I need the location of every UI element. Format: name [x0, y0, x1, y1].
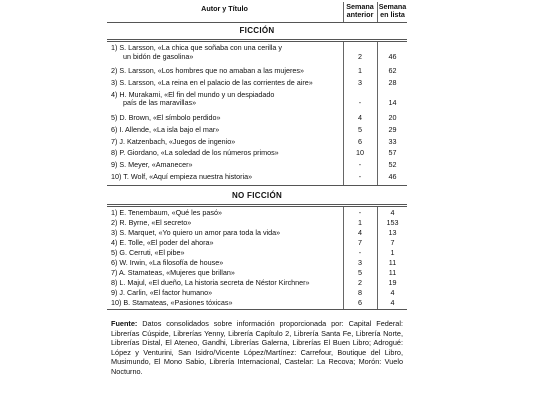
prev-week-value: -	[358, 171, 362, 181]
book-entry-line: 6) W. Irwin, «La filosofía de house»	[111, 258, 224, 267]
book-entry-line: 7) A. Stamateas, «Mujeres que brillan»	[111, 268, 235, 277]
prev-week-value: 4	[358, 228, 362, 237]
prev-week-header-line1: Semana	[346, 2, 374, 11]
weeks-value: 13	[388, 228, 397, 237]
weeks-value: 46	[388, 171, 397, 181]
book-entry	[111, 44, 343, 61]
book-entry	[111, 239, 343, 248]
divider	[107, 309, 407, 310]
prev-week-value: -	[358, 248, 362, 257]
book-entry	[111, 161, 343, 170]
book-entry-line: 8) L. Majul, «El dueño, La historia secreta de Néstor Kirchner»	[111, 278, 310, 287]
source-note	[111, 319, 403, 377]
book-entry-line: 2) S. Larsson, «Los hombres que no amaban a las mujeres»	[111, 66, 304, 76]
weeks-value: 62	[388, 66, 397, 76]
book-entry-line: 8) P. Giordano, «La soledad de los números primos»	[111, 148, 279, 158]
prev-week-value: 6	[358, 298, 362, 307]
prev-week-value: 3	[358, 258, 362, 267]
prev-week-value: 1	[358, 66, 362, 76]
book-entry	[111, 249, 343, 258]
book-entry	[111, 114, 343, 123]
prev-week-header-line2: anterior	[346, 10, 374, 19]
book-entry-line: 1) E. Tenembaum, «Qué les pasó»	[111, 208, 222, 217]
book-entry	[111, 269, 343, 278]
prev-week-value: 10	[356, 148, 364, 158]
book-entry-line: 5) D. Brown, «El símbolo perdido»	[111, 113, 221, 123]
weeks-value: 1	[390, 248, 395, 257]
prev-week-value: 5	[358, 124, 362, 134]
bestseller-table	[107, 2, 407, 402]
weeks-value: 28	[388, 78, 397, 88]
prev-week-value: 7	[358, 238, 362, 247]
prev-week-value: 1	[358, 218, 362, 227]
weeks-value: 153	[386, 218, 399, 227]
fiction-section-title: FICCIÓN	[239, 26, 275, 35]
book-entry	[111, 299, 343, 308]
column-divider	[377, 2, 378, 22]
weeks-value: 4	[390, 298, 395, 307]
book-entry	[111, 138, 343, 147]
source-label: Fuente:	[111, 319, 138, 328]
prev-week-value: -	[358, 98, 362, 108]
weeks-value: 33	[388, 136, 397, 146]
book-entry	[111, 67, 343, 76]
book-entry	[111, 79, 343, 88]
prev-week-value: 4	[358, 113, 362, 123]
prev-week-value: 2	[358, 278, 362, 287]
book-entry-line: 2) R. Byrne, «El secreto»	[111, 218, 192, 227]
divider	[107, 185, 407, 186]
table-header	[107, 2, 407, 23]
book-entry-line-continued: un bidón de gasolina»	[123, 51, 194, 61]
book-entry	[111, 91, 343, 108]
book-entry-line: 5) G. Cerruti, «El pibe»	[111, 248, 185, 257]
weeks-value: 46	[388, 51, 397, 61]
prev-week-value: -	[358, 160, 362, 169]
prev-week-value: -	[358, 208, 362, 217]
book-entry	[111, 219, 343, 228]
column-divider	[343, 2, 344, 22]
book-entry	[111, 126, 343, 135]
divider	[107, 206, 407, 207]
weeks-value: 4	[390, 288, 395, 297]
divider	[107, 204, 407, 205]
book-entry-line: 7) J. Katzenbach, «Juegos de ingenio»	[111, 136, 236, 146]
book-entry	[111, 149, 343, 158]
book-entry	[111, 259, 343, 268]
book-entry-line: 9) S. Meyer, «Amanecer»	[111, 160, 193, 169]
prev-week-value: 8	[358, 288, 362, 297]
weeks-value: 20	[388, 113, 397, 123]
book-entry-line: 4) H. Murakami, «El fin del mundo y un despiadado	[111, 89, 275, 99]
source-text: Datos consolidados sobre información proporcionada por: Capital Federal: Librerías Cúspide, Librerías Yenny, Librería Capítulo 2, Librería Santa Fe, Librería Norte, Librerías Distal, El Ateneo, Gandhi, Librerías Galerna, Librerías El Buen Libro; Adrogué: López y Venturini, San Isidro/Vicente López/Martínez: Carrefour, Boutique del Libro, Musimundo, El Mono Sabio, Librería Internacional, Castelar: La Recova; Morón: Vuelo Nocturno.	[111, 319, 404, 376]
weeks-value: 19	[388, 278, 397, 287]
weeks-value: 11	[388, 258, 397, 267]
prev-week-value: 2	[358, 51, 362, 61]
book-entry-line: 3) S. Larsson, «La reina en el palacio de las corrientes de aire»	[111, 78, 313, 88]
book-entry	[111, 229, 343, 238]
book-entry-line: 6) I. Allende, «La isla bajo el mar»	[111, 124, 220, 134]
book-entry-line: 10) B. Stamateas, «Pasiones tóxicas»	[111, 298, 233, 307]
prev-week-value: 6	[358, 136, 362, 146]
weeks-header	[378, 3, 407, 19]
weeks-value: 7	[390, 238, 395, 247]
prev-week-header	[344, 3, 376, 19]
weeks-value: 11	[388, 268, 397, 277]
weeks-value: 4	[390, 208, 395, 217]
book-entry-line: 10) T. Wolf, «Aquí empieza nuestra historia»	[111, 171, 253, 181]
weeks-header-line1: Semana	[378, 2, 407, 11]
prev-week-value: 5	[358, 268, 362, 277]
book-entry	[111, 279, 343, 288]
book-entry-line: 4) E. Tolle, «El poder del ahora»	[111, 238, 214, 247]
book-entry-line: 9) J. Carlin, «El factor humano»	[111, 288, 213, 297]
book-entry-line: 3) S. Marquet, «Yo quiero un amor para toda la vida»	[111, 228, 281, 237]
weeks-value: 14	[388, 98, 397, 108]
divider	[107, 41, 407, 42]
weeks-value: 52	[388, 160, 397, 169]
author-title-header: Autor y Título	[201, 4, 248, 13]
book-entry-line: 1) S. Larsson, «La chica que soñaba con una cerilla y	[111, 43, 283, 52]
nonfiction-section-title: NO FICCIÓN	[231, 191, 283, 200]
book-entry	[111, 289, 343, 298]
weeks-value: 57	[388, 148, 397, 158]
book-entry	[111, 209, 343, 218]
divider	[107, 39, 407, 40]
book-entry	[111, 173, 343, 182]
book-entry-line-continued: país de las maravillas»	[123, 98, 197, 108]
prev-week-value: 3	[358, 78, 362, 88]
weeks-header-line2: en lista	[380, 10, 405, 19]
weeks-value: 29	[388, 124, 397, 134]
